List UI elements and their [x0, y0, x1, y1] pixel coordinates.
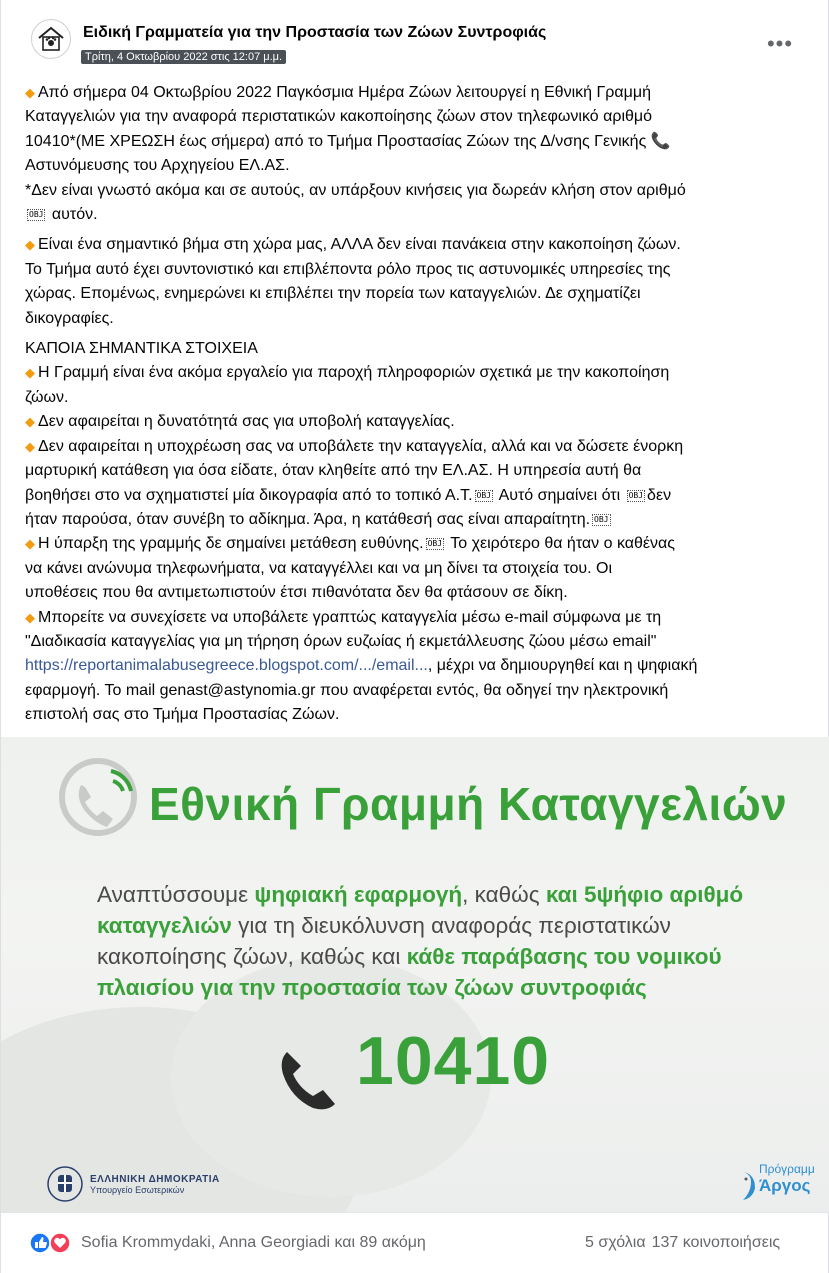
dog-logo-icon — [737, 1170, 757, 1204]
more-horizontal-icon: ••• — [766, 31, 794, 56]
post-paragraph-3 — [25, 337, 805, 728]
text-line: Δεν αφαιρείται η υποχρέωση σας να υποβάλετε την καταγγελία, αλλά και να δώσετε ένορκη — [38, 437, 684, 455]
telephone-icon: 📞 — [650, 132, 671, 150]
post-timestamp-tooltip: Τρίτη, 4 Οκτωβρίου 2022 στις 12:07 μ.μ. — [81, 50, 286, 64]
comments-count[interactable]: 5 σχόλια — [585, 1234, 646, 1251]
image-text-highlight: και 5ψήφιο αριθμό — [545, 882, 744, 907]
orange-diamond-icon: ◆ — [25, 438, 35, 454]
image-text: κακοποίησης ζώων, καθώς και — [97, 944, 407, 969]
external-link[interactable]: https://reportanimalabusegreece.blogspot.com/.../email... — [25, 657, 428, 675]
telephone-handset-icon — [273, 1042, 349, 1118]
shares-count[interactable]: 137 κοινοποιήσεις — [651, 1234, 781, 1251]
image-text-highlight: ψηφιακή εφαρμογή — [254, 882, 463, 907]
house-paw-logo-icon — [36, 24, 66, 54]
text-line: Δεν αφαιρείται η δυνατότητά σας για υποβολή καταγγελίας. — [38, 413, 455, 431]
program-label: Πρόγραμμ — [759, 1162, 815, 1176]
reaction-icons[interactable] — [29, 1232, 75, 1254]
text-line: ζώων. — [25, 388, 69, 406]
text-line: δικογραφίες. — [25, 309, 114, 327]
missing-glyph-icon: OBJ — [594, 514, 609, 524]
hellenic-republic-title: ΕΛΛΗΝΙΚΗ ΔΗΜΟΚΡΑΤΙΑ — [90, 1173, 220, 1185]
hotline-number: 10410 — [356, 1023, 551, 1099]
text-line: αυτόν. — [51, 206, 98, 224]
program-name: Άργος — [759, 1176, 811, 1195]
orange-diamond-icon: ◆ — [25, 414, 35, 430]
text-line: 10410*(ΜΕ ΧΡΕΩΣΗ έως σήμερα) από το Τμήμα Προστασίας Ζώων της Δ/νσης Γενικής — [25, 132, 647, 150]
text-line: , μέχρι να δημιουργηθεί και η ψηφιακή — [427, 657, 698, 675]
page-avatar[interactable] — [31, 19, 71, 59]
text-line: επιστολή σας στο Τμήμα Προστασίας Ζώων. — [25, 706, 340, 724]
image-text: Αναπτύσσουμε — [97, 882, 255, 907]
text-line: υποθέσεις που θα αντιμετωπιστούν έτσι πιθανότατα δεν θα φτάσουν σε δίκη. — [25, 584, 568, 602]
text-line: Αστυνόμευσης του Αρχηγείου ΕΛ.ΑΣ. — [25, 157, 290, 175]
post-text — [25, 81, 805, 734]
text-line: να κάνει ανώνυμα τηλεφωνήματα, να καταγγέλλει και να μη δίνει τα στοιχεία του. Οι — [25, 559, 612, 577]
missing-glyph-icon: OBJ — [628, 490, 644, 500]
hellenic-republic-logo — [46, 1165, 220, 1203]
text-line: Αυτό σημαίνει ότι — [495, 486, 625, 504]
text-line: Μπορείτε να συνεχίσετε να υποβάλετε γραπτώς καταγγελία μέσω e-mail σύμφωνα με τη — [38, 608, 662, 626]
orange-diamond-icon: ◆ — [25, 237, 35, 253]
image-text: , καθώς — [462, 882, 546, 907]
post-paragraph-1 — [25, 81, 805, 227]
ministry-name: Υπουργείο Εσωτερικών — [90, 1184, 185, 1195]
image-body-text — [97, 879, 797, 1003]
missing-glyph-icon: OBJ — [427, 539, 443, 549]
text-line: "Διαδικασία καταγγελίας για μη τήρηση όρων ευζωίας ή εκμετάλλευσης ζώου μέσω email" — [25, 632, 657, 650]
post-image[interactable] — [1, 737, 829, 1212]
text-line: Καταγγελιών για την αναφορά περιστατικών κακοποίησης ζώων στον τηλεφωνικό αριθμό — [25, 108, 653, 126]
text-line: Η Γραμμή είναι ένα ακόμα εργαλείο για παροχή πληροφοριών σχετικά με την κακοποίηση — [38, 364, 670, 382]
orange-diamond-icon: ◆ — [25, 609, 35, 625]
text-line: εφαρμογή. Το mail genast@astynomia.gr που αναφέρεται εντός, θα οδηγεί την ηλεκτρονική — [25, 681, 669, 699]
post-paragraph-2 — [25, 233, 805, 331]
missing-glyph-icon: OBJ — [476, 490, 491, 500]
text-line: Το Τμήμα αυτό έχει συντονιστικό και επιβλέποντα ρόλο προς τις αστυνομικές υπηρεσίες της — [25, 260, 671, 278]
text-line: Η ύπαρξη της γραμμής δε σημαίνει μετάθεση ευθύνης. — [38, 535, 424, 553]
text-line: μαρτυρική κατάθεση για όσα είδατε, όταν κληθείτε από την ΕΛ.ΑΣ. Η υπηρεσία αυτή θα — [25, 462, 642, 480]
text-line: βοηθήσει στο να σχηματιστεί μία δικογραφία από το τοπικό Α.Τ. — [25, 486, 473, 504]
text-line: *Δεν είναι γνωστό ακόμα και σε αυτούς, αν υπάρξουν κινήσεις για δωρεάν κλήση στον αριθμό — [25, 181, 686, 199]
image-text: για τη διευκόλυνση αναφοράς περιστατικών — [231, 913, 671, 938]
text-line: Είναι ένα σημαντικό βήμα στη χώρα μας, ΑΛΛΑ δεν είναι πανάκεια στην κακοποίηση ζώων. — [38, 236, 681, 254]
orange-diamond-icon: ◆ — [25, 365, 35, 381]
orange-diamond-icon: ◆ — [25, 536, 35, 552]
text-line: χώρας. Επομένως, ενημερώνει κι επιβλέπει την πορεία των καταγγελιών. Δε σχηματίζει — [25, 285, 641, 303]
image-text-highlight: καταγγελιών — [97, 913, 232, 938]
more-options-button[interactable] — [763, 30, 797, 58]
argos-program-logo — [735, 1162, 829, 1196]
greek-emblem-icon — [46, 1165, 84, 1203]
missing-glyph-icon: OBJ — [29, 210, 44, 220]
post-stats — [579, 1234, 780, 1252]
text-line: Από σήμερα 04 Οκτωβρίου 2022 Παγκόσμια Ημέρα Ζώων λειτουργεί η Εθνική Γραμμή — [38, 84, 651, 101]
reaction-names[interactable]: Sofia Krommydaki, Anna Georgiadi και 89 ακόμη — [81, 1234, 426, 1251]
image-text-highlight: κάθε παράβασης του νομικού — [406, 944, 722, 969]
text-line: ήταν παρούσα, όταν συνέβη το αδίκημα. Άρα, η κατάθεσή σας είναι απαραίτητη. — [25, 510, 591, 528]
text-line: Το χειρότερο θα ήταν ο καθένας — [446, 535, 675, 553]
section-heading: ΚΑΠΟΙΑ ΣΗΜΑΝΤΙΚΑ ΣΤΟΙΧΕΙΑ — [25, 340, 258, 358]
orange-diamond-icon: ◆ — [25, 85, 35, 100]
image-text-highlight: πλαισίου για την προστασία των ζώων συντροφιάς — [97, 975, 647, 1000]
reactions-bar — [1, 1212, 829, 1273]
post-header — [1, 0, 829, 72]
image-title: Εθνική Γραμμή Καταγγελιών — [149, 778, 788, 830]
text-line: δεν — [647, 486, 672, 504]
page-name-link[interactable]: Ειδική Γραμματεία για την Προστασία των Ζώων Συντροφιάς — [83, 24, 547, 41]
